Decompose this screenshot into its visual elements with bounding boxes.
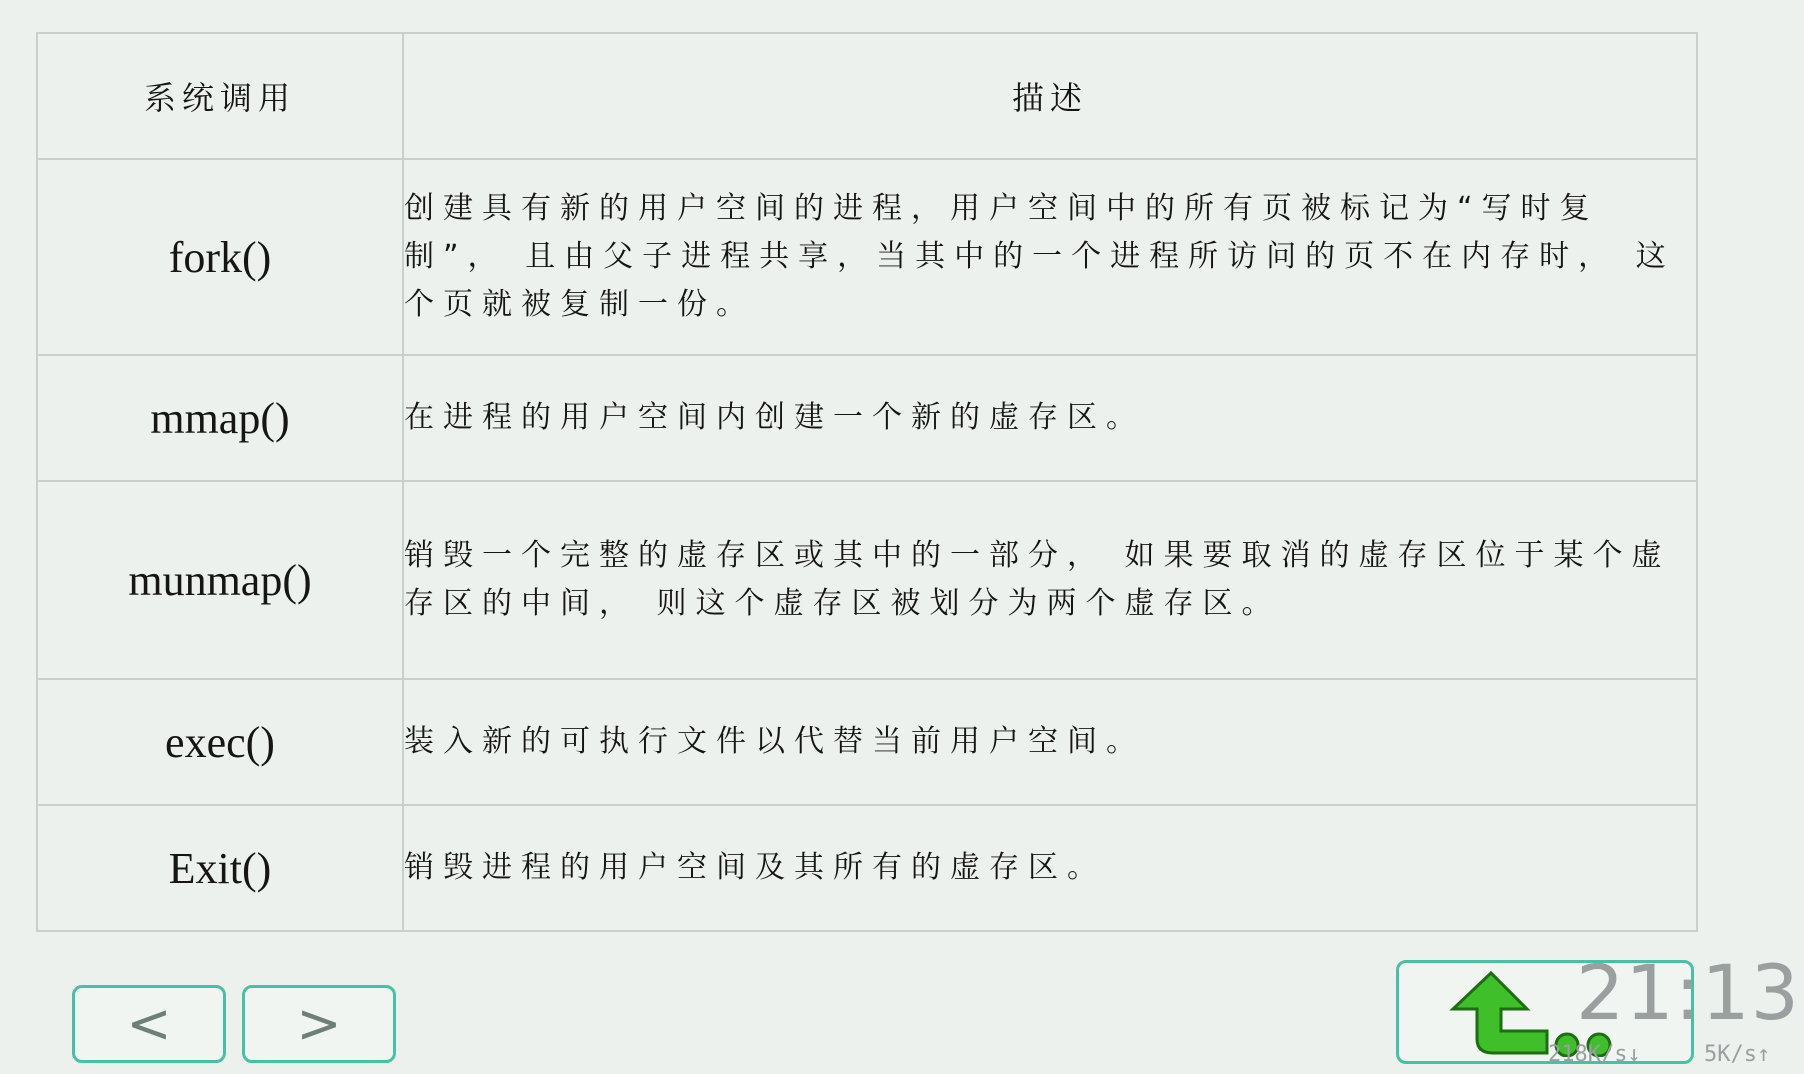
syscall-name: fork() xyxy=(37,159,403,355)
table-row xyxy=(37,355,1697,481)
syscall-description: 创建具有新的用户空间的进程，用户空间中的所有页被标记为“写时复制”， 且由父子进程共享，当其中的一个进程所访问的页不在内存时， 这个页就被复制一份。 xyxy=(403,159,1697,355)
syscall-description: 装入新的可执行文件以代替当前用户空间。 xyxy=(403,679,1697,805)
table-row xyxy=(37,481,1697,679)
table-header-row xyxy=(37,33,1697,159)
header-syscall: 系统调用 xyxy=(37,33,403,159)
table-row xyxy=(37,159,1697,355)
syscall-description: 销毁一个完整的虚存区或其中的一部分， 如果要取消的虚存区位于某个虚存区的中间， 则这个虚存区被划分为两个虚存区。 xyxy=(403,481,1697,679)
net-download-rate: 218K/s↓ xyxy=(1548,1042,1641,1067)
syscall-name: Exit() xyxy=(37,805,403,931)
header-description: 描述 xyxy=(403,33,1697,159)
table-row xyxy=(37,679,1697,805)
syscall-description: 销毁进程的用户空间及其所有的虚存区。 xyxy=(403,805,1697,931)
net-upload-rate: 5K/s↑ xyxy=(1704,1042,1771,1067)
syscall-name: mmap() xyxy=(37,355,403,481)
clock-overlay: 21:13 xyxy=(1576,948,1801,1037)
syscall-name: exec() xyxy=(37,679,403,805)
table-row xyxy=(37,805,1697,931)
prev-button[interactable]: < xyxy=(72,985,226,1063)
syscall-description: 在进程的用户空间内创建一个新的虚存区。 xyxy=(403,355,1697,481)
syscall-table xyxy=(36,32,1698,932)
next-button[interactable]: > xyxy=(242,985,396,1063)
syscall-name: munmap() xyxy=(37,481,403,679)
